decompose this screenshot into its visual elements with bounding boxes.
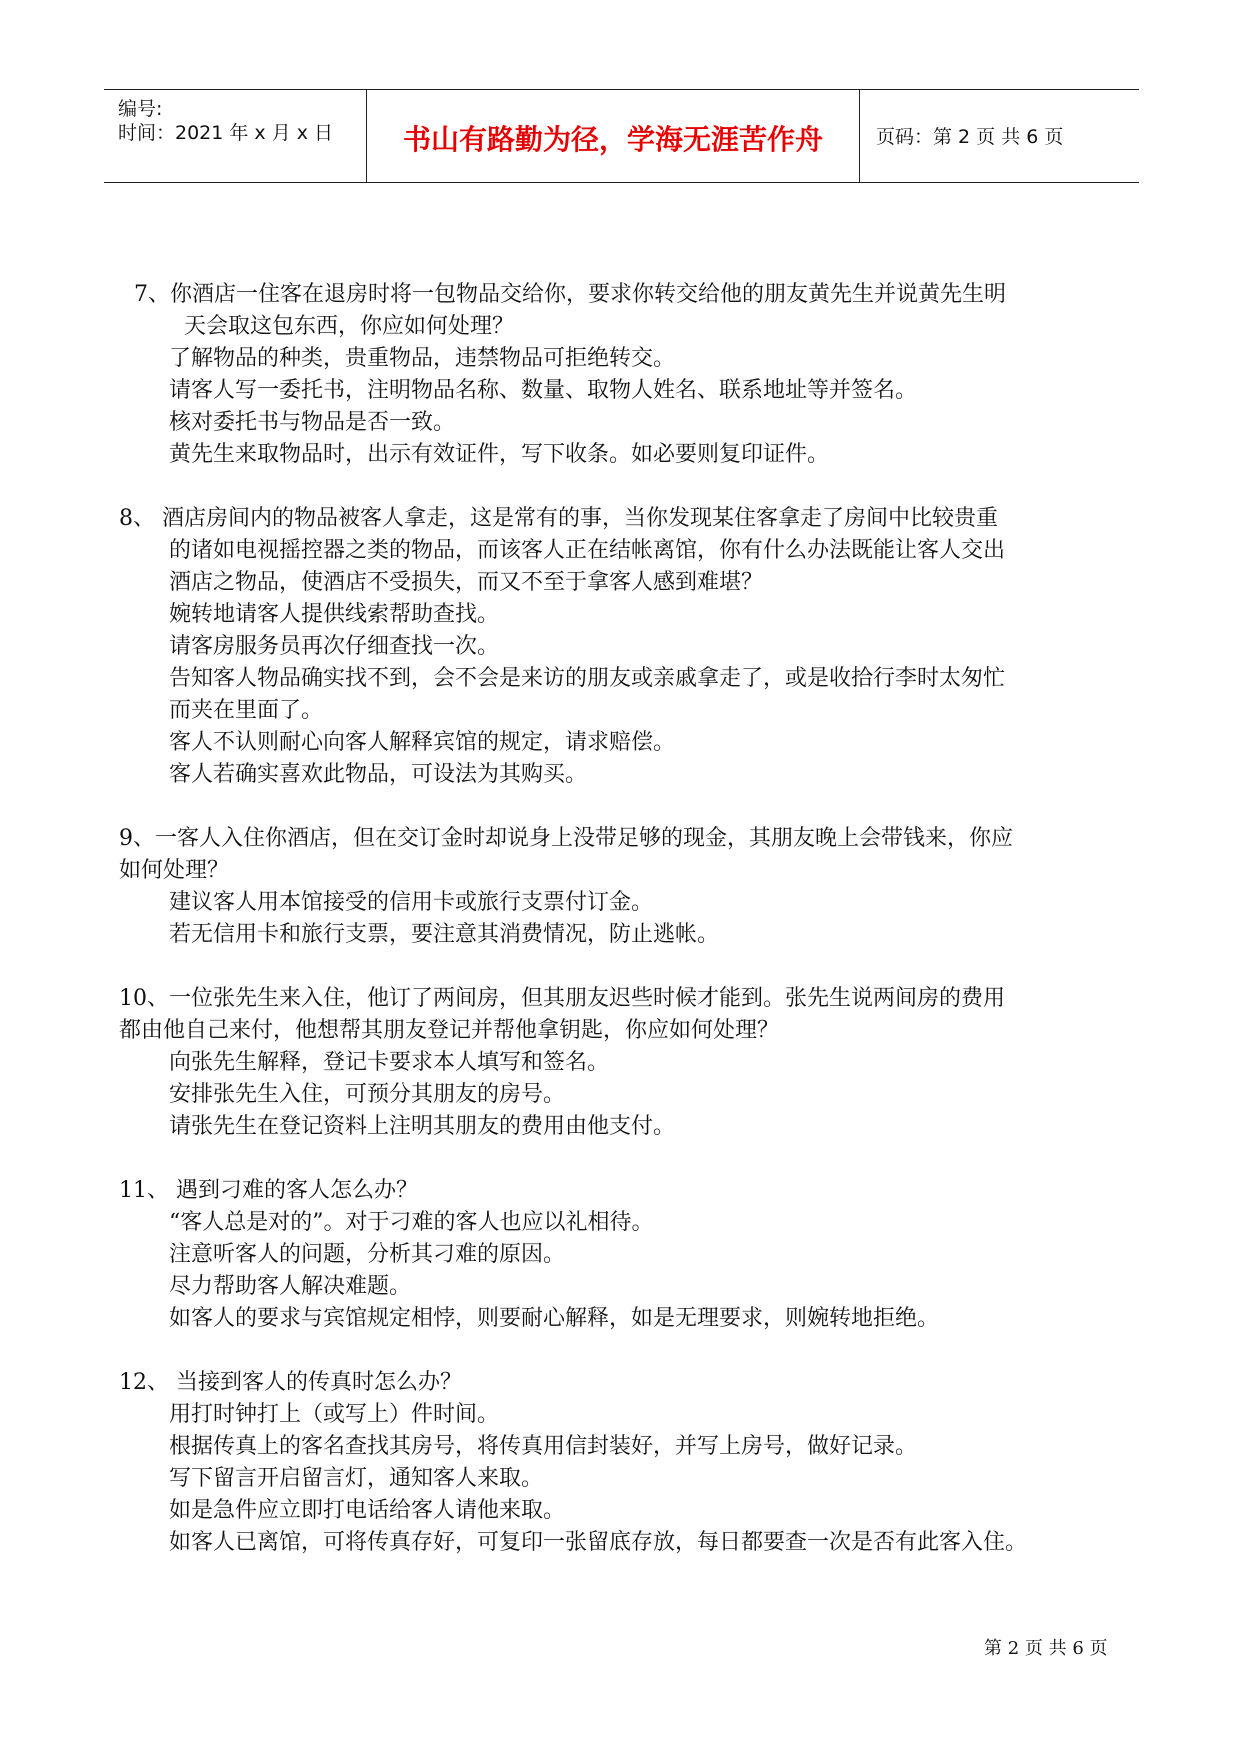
motto-text: 书山有路勤为径，学海无涯苦作舟 [402,123,823,156]
answer-line: 用打时钟打上（或写上）件时间。 [169,1402,500,1427]
question-7-line-2: 天会取这包东西，你应如何处理？ [184,314,515,339]
question-10-line-1: 10、一位张先生来入住，他订了两间房，但其朋友迟些时候才能到。张先生说两间房的费用 [119,986,1005,1011]
document-code-label: 编号: [118,98,163,120]
answer-line: 了解物品的种类，贵重物品，违禁物品可拒绝转交。 [169,346,676,371]
question-12-line-1: 12、 当接到客人的传真时怎么办？ [119,1370,462,1395]
header-page-number: 页码：第 2 页 共 6 页 [876,126,1064,148]
answer-line: “客人总是对的”。对于刁难的客人也应以礼相待。 [169,1210,654,1235]
header-info-cell [104,90,367,182]
answer-line: 而夹在里面了。 [169,698,324,723]
answer-line: 根据传真上的客名查找其房号，将传真用信封装好，并写上房号，做好记录。 [169,1434,918,1459]
answer-line: 尽力帮助客人解决难题。 [169,1274,412,1299]
answer-line: 如客人的要求与宾馆规定相悖，则要耐心解释，如是无理要求，则婉转地拒绝。 [169,1306,940,1331]
question-8-line-3: 酒店之物品，使酒店不受损失，而又不至于拿客人感到难堪？ [169,570,764,595]
answer-line: 若无信用卡和旅行支票，要注意其消费情况，防止逃帐。 [169,922,720,947]
answer-line: 核对委托书与物品是否一致。 [169,410,456,435]
answer-line: 客人不认则耐心向客人解释宾馆的规定，请求赔偿。 [169,730,676,755]
answer-line: 客人若确实喜欢此物品，可设法为其购买。 [169,762,588,787]
header-page-cell [860,90,1139,182]
header-motto-cell [367,90,860,182]
question-8-line-1: 8、 酒店房间内的物品被客人拿走，这是常有的事，当你发现某住客拿走了房间中比较贵重 [119,506,998,531]
question-9-line-1: 9、一客人入住你酒店，但在交订金时却说身上没带足够的现金，其朋友晚上会带钱来，你应 [119,826,1014,851]
question-9-line-2: 如何处理？ [119,858,230,883]
answer-line: 告知客人物品确实找不到，会不会是来访的朋友或亲戚拿走了，或是收拾行李时太匆忙 [169,666,1006,691]
answer-line: 请客房服务员再次仔细查找一次。 [169,634,500,659]
answer-line: 黄先生来取物品时，出示有效证件，写下收条。如必要则复印证件。 [169,442,830,467]
footer-page-number: 第 2 页 共 6 页 [984,1638,1108,1659]
answer-line: 请客人写一委托书，注明物品名称、数量、取物人姓名、联系地址等并签名。 [169,378,918,403]
answer-line: 请张先生在登记资料上注明其朋友的费用由他支付。 [169,1114,676,1139]
answer-line: 如客人已离馆，可将传真存好，可复印一张留底存放，每日都要查一次是否有此客入住。 [169,1530,1028,1555]
question-11-line-1: 11、 遇到刁难的客人怎么办？ [119,1178,418,1203]
document-time-label: 时间：2021 年 x 月 x 日 [118,122,334,144]
question-7-line-1: 7、你酒店一住客在退房时将一包物品交给你，要求你转交给他的朋友黄先生并说黄先生明 [134,282,1007,307]
answer-line: 安排张先生入住，可预分其朋友的房号。 [169,1082,566,1107]
answer-line: 如是急件应立即打电话给客人请他来取。 [169,1498,566,1523]
answer-line: 注意听客人的问题，分析其刁难的原因。 [169,1242,566,1267]
question-8-line-2: 的诸如电视摇控器之类的物品，而该客人正在结帐离馆，你有什么办法既能让客人交出 [169,538,1006,563]
question-10-line-2: 都由他自己来付，他想帮其朋友登记并帮他拿钥匙，你应如何处理？ [119,1018,780,1043]
page-header [104,89,1139,183]
answer-line: 向张先生解释，登记卡要求本人填写和签名。 [169,1050,610,1075]
answer-line: 建议客人用本馆接受的信用卡或旅行支票付订金。 [169,890,654,915]
answer-line: 写下留言开启留言灯，通知客人来取。 [169,1466,544,1491]
answer-line: 婉转地请客人提供线索帮助查找。 [169,602,500,627]
